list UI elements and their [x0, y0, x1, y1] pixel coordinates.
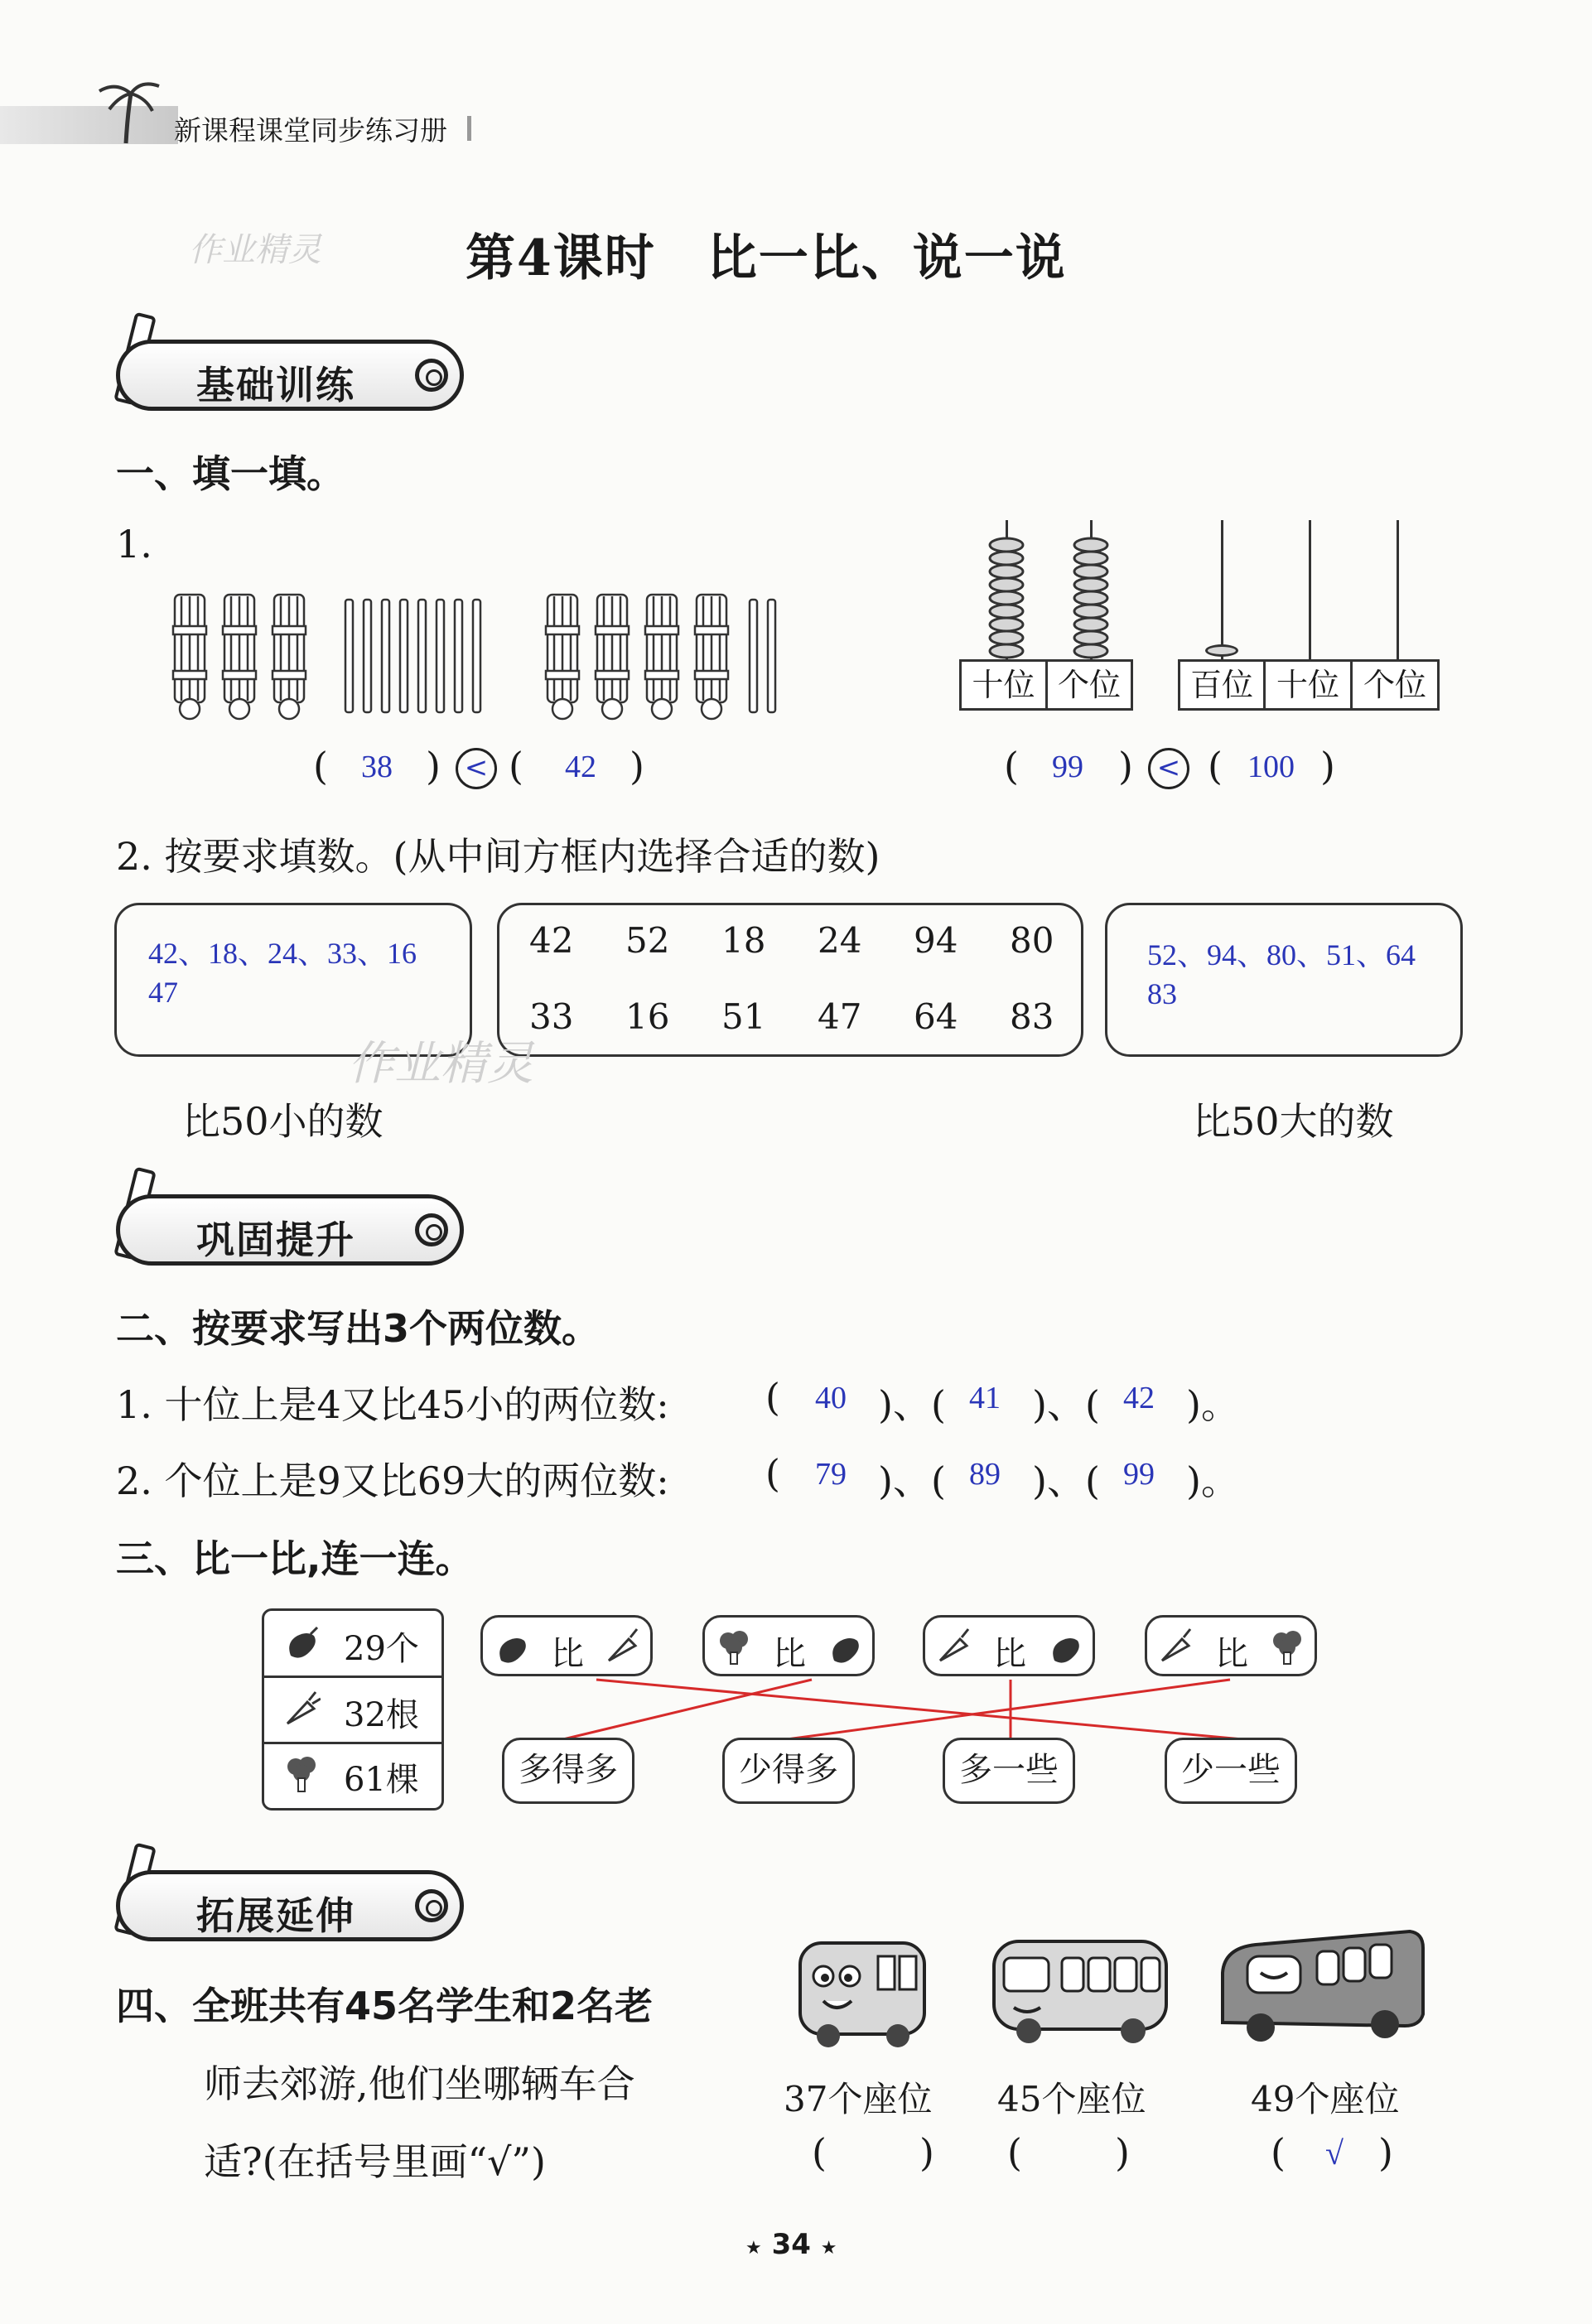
result-pill: 多得多 [502, 1738, 634, 1804]
result-pill: 少得多 [722, 1738, 855, 1804]
part3-heading: 三、比一比,连一连。 [116, 1536, 474, 1581]
abacus-label: 十位 [959, 659, 1048, 711]
middle-number: 42 [529, 920, 574, 961]
connection-line [596, 1680, 1242, 1739]
section-label: 拓展延伸 [196, 1893, 355, 1938]
middle-number: 52 [625, 920, 670, 961]
eggplant-icon [1046, 1629, 1084, 1667]
star-icon: ★ [820, 2238, 837, 2259]
middle-number: 83 [1010, 996, 1054, 1037]
book-title: 新课程课堂同步练习册 [174, 114, 447, 147]
bundled-sticks-icon [170, 588, 501, 721]
answer-left-b: 42 [565, 750, 596, 784]
q1-label: 1. [116, 522, 152, 567]
q2-answer: 99 [1123, 1457, 1155, 1492]
compare-word: 比 [551, 1635, 584, 1673]
paren-close: ) [1378, 2130, 1393, 2175]
answer-left-a: 38 [361, 750, 393, 784]
ring-icon [415, 1213, 448, 1246]
middle-number: 80 [1010, 920, 1054, 961]
paren-group: )、( [878, 1382, 946, 1427]
result-pill: 多一些 [943, 1738, 1075, 1804]
label-small: 比50小的数 [182, 1099, 384, 1144]
section-tag-consolidate [116, 1194, 464, 1266]
big-box-line1: 52、94、80、51、64 [1147, 938, 1416, 972]
answer-right-a: 99 [1052, 750, 1083, 784]
compare-symbol: < [456, 748, 497, 789]
paren-close: )。 [1186, 1382, 1239, 1427]
paren-group: )、( [1032, 1459, 1100, 1503]
part1-heading: 一、填一填。 [116, 451, 345, 496]
rod [1309, 520, 1311, 659]
small-bus-icon [795, 1935, 928, 2051]
abacus-label: 百位 [1178, 659, 1266, 711]
q1-answer: 42 [1123, 1381, 1155, 1415]
table-cell: 61棵 [344, 1761, 419, 1799]
part4-line1: 四、全班共有45名学生和2名老 [116, 1984, 654, 2028]
bus-answer: √ [1325, 2134, 1344, 2172]
divider [264, 1675, 441, 1678]
connection-line [787, 1680, 1230, 1739]
middle-number: 47 [818, 996, 862, 1037]
compare-symbol: < [1148, 748, 1189, 789]
small-box-line2: 47 [148, 976, 178, 1009]
compare-word: 比 [1215, 1635, 1248, 1673]
paren-open: ( [1271, 2130, 1286, 2175]
middle-number: 24 [818, 920, 862, 961]
big-numbers-box [1105, 903, 1463, 1057]
section-tag-extend [116, 1870, 464, 1941]
q2-answer: 79 [815, 1457, 847, 1492]
bead [1205, 644, 1238, 657]
compare-pill-carrot-eggplant [923, 1615, 1095, 1676]
eggplant-icon [282, 1624, 321, 1662]
abacus-1 [959, 520, 1133, 711]
q2-text: 2. 按要求填数。(从中间方框内选择合适的数) [116, 834, 880, 879]
broccoli-icon [1268, 1627, 1306, 1669]
label-big: 比50大的数 [1193, 1099, 1394, 1144]
carrot-icon [282, 1690, 321, 1729]
paren-close: ) [630, 744, 644, 788]
part2-heading: 二、按要求写出3个两位数。 [116, 1306, 601, 1351]
carrot-icon [1157, 1627, 1195, 1666]
sticks-group-1 [170, 588, 501, 724]
broccoli-icon [715, 1627, 753, 1669]
veg-table [262, 1608, 444, 1811]
ring-icon [415, 359, 448, 392]
paren-close: )。 [1186, 1459, 1239, 1503]
answer-right-b: 100 [1247, 750, 1295, 784]
medium-bus-icon [991, 1930, 1173, 2046]
section-tag-basic [116, 340, 464, 411]
small-box-line1: 42、18、24、33、16 [148, 937, 417, 970]
eggplant-icon [826, 1629, 864, 1667]
bus-seats-label: 45个座位 [997, 2079, 1146, 2119]
bundled-sticks-icon [543, 588, 824, 721]
table-cell: 32根 [344, 1696, 419, 1734]
page-number-value: 34 [771, 2228, 811, 2261]
paren-close: ) [1320, 744, 1335, 788]
bus-seats-label: 37个座位 [784, 2079, 933, 2119]
part4-line2: 师去郊游,他们坐哪辆车合 [204, 2061, 635, 2106]
section-label: 基础训练 [196, 363, 355, 407]
rod [1221, 520, 1223, 659]
carrot-icon [935, 1627, 973, 1666]
section-label: 巩固提升 [196, 1217, 355, 1262]
middle-numbers-box [497, 903, 1083, 1057]
abacus-label: 个位 [1045, 659, 1133, 711]
middle-number: 18 [721, 920, 766, 961]
broccoli-icon [282, 1753, 321, 1795]
eggplant-icon [493, 1629, 531, 1667]
paren-open: ( [765, 1451, 780, 1496]
watermark-logo: 作业精灵 [189, 231, 321, 269]
q2-answer: 89 [969, 1457, 1001, 1492]
compare-pill-carrot-broccoli [1145, 1615, 1317, 1676]
lesson-title: 第4课时 比一比、说一说 [466, 229, 1067, 287]
large-bus-icon [1214, 1923, 1430, 2047]
middle-number: 16 [625, 996, 670, 1037]
beads-icon [959, 537, 1133, 661]
carrot-icon [604, 1627, 642, 1666]
compare-word: 比 [773, 1635, 806, 1673]
paren-close: ) [919, 2130, 934, 2175]
compare-pill-eggplant-carrot [480, 1615, 653, 1676]
middle-number: 33 [529, 996, 574, 1037]
paren-close: ) [1115, 2130, 1130, 2175]
paren-open: ( [509, 744, 523, 788]
sticks-group-2 [543, 588, 824, 724]
compare-pill-broccoli-eggplant [702, 1615, 875, 1676]
divider [264, 1742, 441, 1744]
paren-close: ) [426, 744, 441, 788]
star-icon: ★ [745, 2238, 762, 2259]
rod [1397, 520, 1399, 659]
ring-icon [415, 1889, 448, 1922]
paren-group: )、( [1032, 1382, 1100, 1427]
paren-open: ( [765, 1375, 780, 1420]
paren-open: ( [1208, 744, 1223, 788]
middle-number: 94 [914, 920, 958, 961]
middle-number: 64 [914, 996, 958, 1037]
q1-answer: 40 [815, 1381, 847, 1415]
page-number [745, 2228, 837, 2261]
compare-word: 比 [993, 1635, 1026, 1673]
table-cell: 29个 [344, 1630, 419, 1668]
paren-open: ( [313, 744, 328, 788]
part2-q2-text: 2. 个位上是9又比69大的两位数: [116, 1459, 669, 1503]
watermark-logo: 作业精灵 [348, 1037, 533, 1091]
paren-open: ( [1004, 744, 1019, 788]
paren-open: ( [1007, 2130, 1022, 2175]
divider [467, 116, 471, 141]
paren-group: )、( [878, 1459, 946, 1503]
abacus-label: 个位 [1350, 659, 1440, 711]
result-pill: 少一些 [1165, 1738, 1297, 1804]
big-box-line2: 83 [1147, 977, 1177, 1010]
part4-line3: 适?(在括号里画“√”) [204, 2139, 546, 2184]
part2-q1-text: 1. 十位上是4又比45小的两位数: [116, 1382, 669, 1427]
palm-tree-icon [91, 73, 166, 147]
abacus-2 [1178, 520, 1440, 711]
middle-number: 51 [721, 996, 766, 1037]
paren-close: ) [1118, 744, 1133, 788]
abacus-label: 十位 [1263, 659, 1353, 711]
bus-seats-label: 49个座位 [1251, 2079, 1400, 2119]
paren-open: ( [812, 2130, 827, 2175]
q1-answer: 41 [969, 1381, 1001, 1415]
